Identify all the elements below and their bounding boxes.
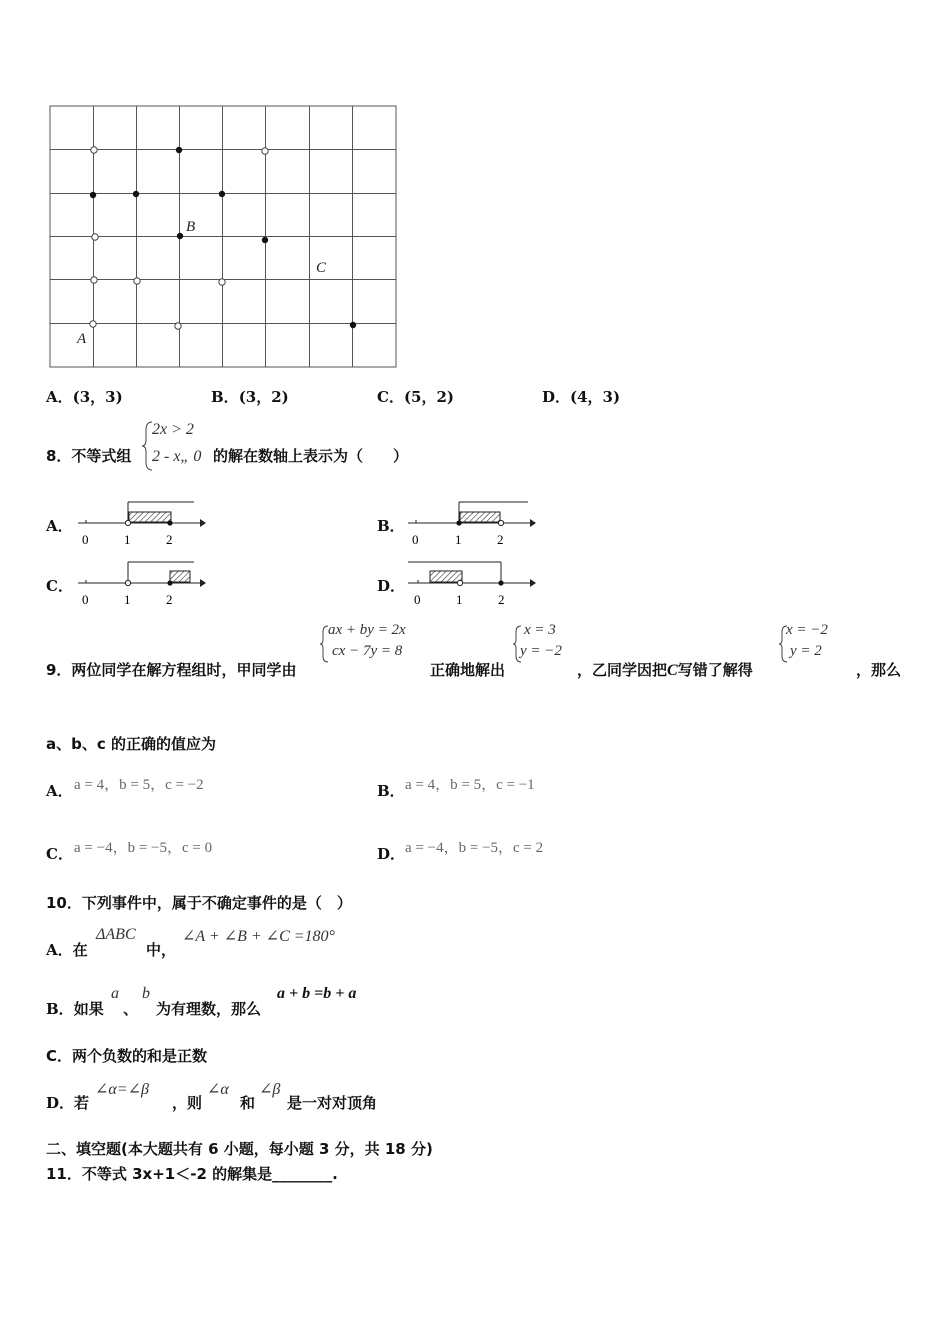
q9-option-d[interactable]	[377, 843, 405, 864]
q9-option-b-value: a = 4，b = 5，c = −1	[405, 777, 535, 793]
option-letter: C．	[377, 388, 404, 406]
q10-b-sep: 、	[123, 1000, 139, 1018]
option-text: 如果	[73, 1000, 104, 1018]
q9-mid2-text: ，乙同学因把	[577, 661, 668, 679]
solid-dot	[90, 192, 96, 198]
option-letter: D．	[46, 1094, 75, 1112]
q11-text: 11．不等式 3x+1＜-2 的解集是________.	[46, 1165, 338, 1183]
q7-option-a[interactable]	[46, 386, 123, 407]
q10-b-equation: a + b =b + a	[277, 985, 357, 1002]
hollow-dot	[91, 277, 97, 283]
q9-suffix: ，那么	[856, 661, 902, 679]
option-letter: C．	[46, 845, 73, 863]
q9-system3-line1: x = −2	[786, 622, 828, 638]
solid-dot	[133, 191, 139, 197]
q8-option-d-numberline	[406, 560, 540, 610]
q10-d-alpha: ∠α	[207, 1081, 229, 1098]
tick-label: 0	[82, 532, 89, 547]
tick-label: 0	[412, 532, 419, 547]
section-heading: 二、填空题(本大题共有 6 小题，每小题 3 分，共 18 分)	[46, 1140, 433, 1158]
q7-option-c[interactable]	[377, 386, 454, 407]
option-value: (3，3)	[72, 388, 123, 406]
solid-dot	[262, 237, 268, 243]
q9-system1-line2: cx − 7y = 8	[332, 643, 403, 659]
hollow-dot	[175, 323, 181, 329]
q9-option-c[interactable]	[46, 843, 73, 864]
option-text: 在	[72, 941, 88, 959]
q10-d-and: 和	[240, 1094, 256, 1112]
tick-label: 1	[124, 592, 131, 607]
tick-label: 1	[456, 592, 463, 607]
q9-line2: a、b、c 的正确的值应为	[46, 735, 216, 753]
option-letter: B．	[211, 388, 239, 406]
q10-option-c[interactable]: C．两个负数的和是正数	[46, 1047, 208, 1065]
q10-option-a[interactable]	[46, 939, 88, 960]
hollow-dot	[219, 279, 225, 285]
q10-a-mid: 中，	[146, 941, 177, 959]
q10-a-equation: ∠A + ∠B + ∠C =180°	[182, 928, 335, 945]
hollow-dot	[91, 147, 97, 153]
point-label-c: C	[316, 260, 327, 276]
tick-label: 2	[166, 532, 173, 547]
option-value: (5，2)	[403, 388, 455, 406]
q10-d-suffix: 是一对对顶角	[287, 1094, 378, 1112]
tick-label: 0	[414, 592, 421, 607]
option-value: (3，2)	[238, 388, 289, 406]
q10-b-mid: 为有理数，那么	[156, 1000, 262, 1018]
q10-b-var-a: a	[111, 985, 119, 1002]
q10-d-equation: ∠α=∠β	[95, 1081, 149, 1098]
q9-system2-line1: x = 3	[524, 622, 556, 638]
q8-suffix: 的解在数轴上表示为（ ）	[213, 447, 409, 465]
tick-label: 2	[498, 592, 505, 607]
q8-option-b-letter[interactable]: B．	[377, 517, 405, 535]
q7-option-d[interactable]	[542, 386, 620, 407]
solid-dot	[176, 147, 182, 153]
q8-system-line1: 2x > 2	[152, 421, 194, 438]
q9-system1-line1: ax + by = 2x	[328, 622, 406, 638]
option-text: 若	[74, 1094, 90, 1112]
q9-c-letter: C	[667, 662, 678, 679]
grid-lines	[50, 106, 396, 367]
tick-label: 1	[124, 532, 131, 547]
coordinate-grid-figure	[48, 104, 400, 370]
option-letter: A．	[46, 388, 73, 406]
q9-option-b[interactable]	[377, 780, 405, 801]
q8-option-a-numberline	[76, 500, 208, 550]
q9-system3-line2: y = 2	[790, 643, 822, 659]
q9-prefix: 9．两位同学在解方程组时，甲同学由	[46, 661, 297, 679]
q7-option-b[interactable]	[211, 386, 289, 407]
option-letter: D．	[377, 845, 406, 863]
q9-option-a[interactable]	[46, 780, 73, 801]
hollow-dot	[92, 234, 98, 240]
hollow-dot	[134, 278, 140, 284]
point-label-b: B	[186, 219, 196, 235]
q9-mid2	[577, 659, 753, 680]
option-letter: A．	[46, 941, 73, 959]
q10-option-b[interactable]	[46, 998, 104, 1019]
q9-mid1: 正确地解出	[430, 661, 506, 679]
option-value: (4，3)	[570, 388, 621, 406]
q8-option-b-numberline	[406, 500, 540, 550]
q10-a-triangle: ΔABC	[96, 926, 136, 943]
solid-dot	[177, 233, 183, 239]
q10-option-d[interactable]	[46, 1092, 89, 1113]
tick-label: 1	[455, 532, 462, 547]
solid-dot	[219, 191, 225, 197]
hollow-dot	[262, 148, 268, 154]
q8-option-c-numberline	[76, 560, 208, 610]
q8-option-d-letter[interactable]: D．	[377, 577, 406, 595]
q9-mid3-text: 写错了解得	[677, 661, 753, 679]
q10-d-beta: ∠β	[259, 1081, 281, 1098]
q8-option-c-letter[interactable]: C．	[46, 577, 73, 595]
q9-option-d-value: a = −4，b = −5，c = 2	[405, 840, 544, 856]
q8-prefix: 8．不等式组	[46, 447, 132, 465]
solid-dot	[350, 322, 356, 328]
q8-option-a-letter[interactable]: A．	[46, 517, 73, 535]
q8-system-line2: 2 - x„ 0	[152, 448, 202, 465]
option-letter: B．	[377, 782, 405, 800]
option-letter: B．	[46, 1000, 74, 1018]
tick-label: 2	[166, 592, 173, 607]
tick-label: 0	[82, 592, 89, 607]
option-letter: D．	[542, 388, 571, 406]
q9-option-a-value: a = 4，b = 5，c = −2	[74, 777, 204, 793]
q10-title: 10．下列事件中，属于不确定事件的是（ ）	[46, 894, 352, 912]
q10-d-mid: ，则	[172, 1094, 203, 1112]
q9-option-c-value: a = −4，b = −5，c = 0	[74, 840, 213, 856]
tick-label: 2	[497, 532, 504, 547]
q9-system2-line2: y = −2	[520, 643, 562, 659]
hollow-dot	[90, 321, 96, 327]
point-label-a: A	[77, 331, 87, 347]
option-letter: A．	[46, 782, 73, 800]
q10-b-var-b: b	[142, 985, 150, 1002]
